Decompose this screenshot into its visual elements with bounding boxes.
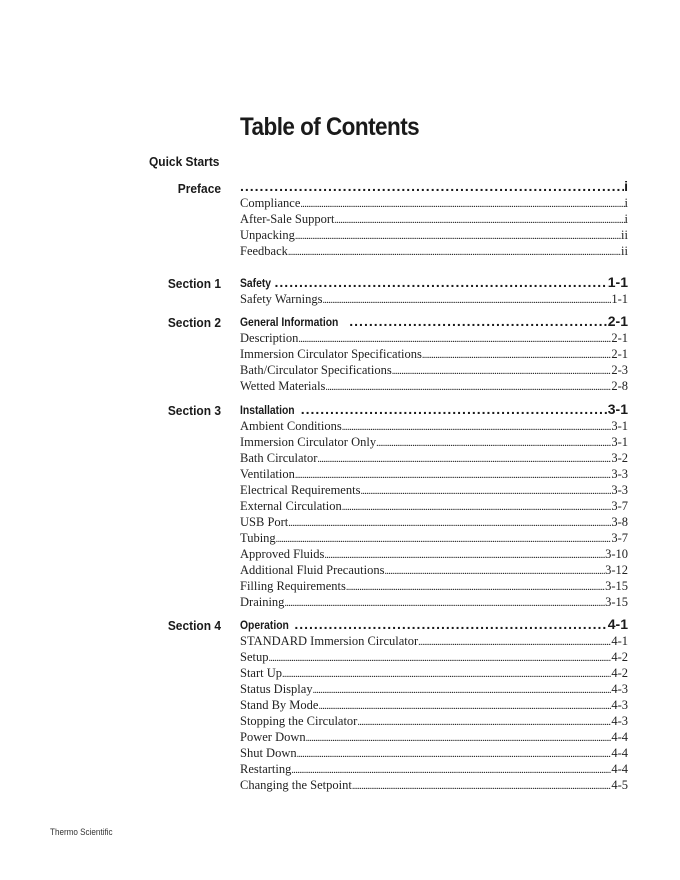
leader-dots: [284, 598, 605, 609]
leader-dots: [335, 215, 625, 226]
toc-heading-operation[interactable]: [240, 616, 628, 632]
toc-page: 2-1: [611, 347, 628, 361]
toc-section-title: Operation: [240, 620, 289, 632]
toc-page: 3-1: [607, 401, 628, 417]
toc-page: 2-8: [611, 379, 628, 393]
toc-page: 4-1: [611, 634, 628, 648]
leader-dots: [392, 366, 612, 377]
toc-page: 4-3: [611, 682, 628, 696]
toc-page: 4-5: [611, 778, 628, 792]
toc-entry-text: Wetted Materials: [240, 379, 326, 393]
leader-dots: [298, 334, 611, 345]
toc-entry[interactable]: [240, 451, 628, 466]
toc-page: 1-1: [607, 274, 628, 290]
toc-page: 3-10: [605, 547, 628, 561]
toc-entry[interactable]: [240, 634, 628, 649]
quick-starts-heading: Quick Starts: [149, 154, 220, 169]
leader-dots: [384, 566, 605, 577]
leader-dots: [288, 247, 621, 258]
toc-page: 4-4: [611, 746, 628, 760]
toc-page: 4-3: [611, 698, 628, 712]
toc-entry-text: Restarting: [240, 762, 292, 776]
toc-entry-text: Shut Down: [240, 746, 297, 760]
toc-page: 1-1: [611, 292, 628, 306]
leader-dots: [268, 653, 611, 664]
toc-entry[interactable]: [240, 419, 628, 434]
toc-page: 3-1: [611, 419, 628, 433]
leader-dots: [352, 781, 612, 792]
page-title: Table of Contents: [240, 113, 420, 141]
toc-entry-text: Stand By Mode: [240, 698, 319, 712]
toc-entry[interactable]: [240, 778, 628, 793]
toc-entry-text: Approved Fluids: [240, 547, 325, 561]
footer-brand: Thermo Scientific: [50, 827, 113, 837]
toc-page: 3-3: [611, 483, 628, 497]
toc-entry[interactable]: [240, 212, 628, 227]
toc-entry[interactable]: [240, 347, 628, 362]
leader-dots: [342, 422, 612, 433]
leader-dots: [275, 274, 608, 290]
toc-entry-text: Additional Fluid Precautions: [240, 563, 385, 577]
toc-page: ii: [621, 244, 628, 258]
leader-dots: [317, 454, 611, 465]
toc-page: 3-2: [611, 451, 628, 465]
toc-page: 2-3: [611, 363, 628, 377]
leader-dots: [349, 313, 607, 329]
leader-dots: [346, 582, 605, 593]
toc-entry-text: USB Port: [240, 515, 289, 529]
toc-entry-text: External Circulation: [240, 499, 342, 513]
toc-entry[interactable]: [240, 196, 628, 211]
toc-entry[interactable]: [240, 762, 628, 777]
section-label: Section 4: [167, 618, 221, 633]
toc-entry-text: Description: [240, 331, 299, 345]
leader-dots: [300, 199, 624, 210]
toc-entry[interactable]: [240, 682, 628, 697]
toc-entry-text: Setup: [240, 650, 269, 664]
toc-page: 3-7: [611, 531, 628, 545]
leader-dots: [342, 502, 612, 513]
toc-page: i: [624, 196, 628, 210]
toc-page: 4-3: [611, 714, 628, 728]
toc-section-title: General Information: [240, 317, 339, 329]
toc-heading-safety[interactable]: [240, 274, 628, 290]
leader-dots: [294, 616, 607, 632]
toc-entry-text: Electrical Requirements: [240, 483, 361, 497]
toc-entry-text: After-Sale Support: [240, 212, 335, 226]
leader-dots: [282, 669, 611, 680]
leader-dots: [376, 438, 611, 449]
toc-entry[interactable]: [240, 714, 628, 729]
toc-entry-text: Changing the Setpoint: [240, 778, 352, 792]
toc-entry-text: Immersion Circulator Only: [240, 435, 377, 449]
toc-page: 4-2: [611, 666, 628, 680]
toc-entry-text: Immersion Circulator Specifications: [240, 347, 422, 361]
toc-page: 4-4: [611, 762, 628, 776]
leader-dots: [297, 749, 612, 760]
toc-entry-text: STANDARD Immersion Circulator: [240, 634, 419, 648]
toc-section-title: Safety: [240, 278, 272, 290]
toc-entry-text: Ambient Conditions: [240, 419, 342, 433]
leader-dots: [276, 534, 612, 545]
leader-dots: [240, 178, 624, 194]
toc-entry[interactable]: [240, 228, 628, 243]
toc-entry[interactable]: [240, 244, 628, 259]
leader-dots: [295, 231, 621, 242]
toc-heading-installation[interactable]: [240, 401, 628, 417]
toc-entry[interactable]: [240, 547, 628, 562]
toc-entry[interactable]: [240, 746, 628, 761]
toc-entry[interactable]: [240, 483, 628, 498]
toc-entry-text: Compliance: [240, 196, 301, 210]
toc-entry[interactable]: [240, 379, 628, 394]
section-label: Section 3: [167, 403, 221, 418]
toc-entry-text: Filling Requirements: [240, 579, 346, 593]
toc-page: 4-2: [611, 650, 628, 664]
toc-entry[interactable]: [240, 531, 628, 546]
toc-page: 4-1: [607, 616, 628, 632]
leader-dots: [357, 717, 611, 728]
toc-entry-text: Bath/Circulator Specifications: [240, 363, 392, 377]
toc-entry[interactable]: [240, 698, 628, 713]
leader-dots: [288, 518, 611, 529]
toc-section-title: Installation: [240, 405, 295, 417]
toc-entry[interactable]: [240, 579, 628, 594]
leader-dots: [322, 295, 611, 306]
toc-page: 3-3: [611, 467, 628, 481]
toc-entry[interactable]: [240, 331, 628, 346]
leader-dots: [313, 685, 612, 696]
toc-page: 3-15: [605, 579, 628, 593]
toc-entry[interactable]: [240, 650, 628, 665]
toc-heading-general-information[interactable]: [240, 313, 628, 329]
leader-dots: [422, 350, 611, 361]
toc-entry[interactable]: [240, 666, 628, 681]
toc-entry[interactable]: [240, 363, 628, 378]
toc-entry[interactable]: [240, 730, 628, 745]
leader-dots: [295, 470, 611, 481]
toc-page: ii: [621, 228, 628, 242]
toc-entry-text: Stopping the Circulator: [240, 714, 358, 728]
leader-dots: [306, 733, 612, 744]
toc-entry[interactable]: [240, 563, 628, 578]
toc-entry[interactable]: [240, 515, 628, 530]
leader-dots: [418, 637, 611, 648]
toc-entry-text: Safety Warnings: [240, 292, 323, 306]
leader-dots: [301, 401, 608, 417]
toc-page: 3-8: [611, 515, 628, 529]
toc-entry[interactable]: [240, 595, 628, 610]
toc-entry-text: Ventilation: [240, 467, 295, 481]
preface-label: Preface: [177, 181, 221, 196]
toc-page: 3-1: [611, 435, 628, 449]
toc-page: 3-15: [605, 595, 628, 609]
toc-entry-text: Power Down: [240, 730, 306, 744]
toc-page: 3-12: [605, 563, 628, 577]
leader-dots: [360, 486, 611, 497]
toc-page: 2-1: [607, 313, 628, 329]
toc-entry[interactable]: [240, 435, 628, 450]
toc-entry-text: Bath Circulator: [240, 451, 318, 465]
toc-page: i: [624, 178, 628, 194]
toc-page: i: [624, 212, 628, 226]
section-label: Section 1: [167, 276, 221, 291]
toc-entry[interactable]: [240, 467, 628, 482]
section-label: Section 2: [167, 315, 221, 330]
toc-entry-text: Status Display: [240, 682, 313, 696]
toc-entry-text: Feedback: [240, 244, 288, 258]
toc-page: 3-7: [611, 499, 628, 513]
leader-dots: [291, 765, 611, 776]
leader-dots: [318, 701, 611, 712]
toc-entry-text: Unpacking: [240, 228, 295, 242]
toc-entry-text: Tubing: [240, 531, 276, 545]
leader-dots: [324, 550, 605, 561]
leader-dots: [325, 382, 611, 393]
toc-entry-text: Draining: [240, 595, 285, 609]
toc-page: 4-4: [611, 730, 628, 744]
toc-heading-preface[interactable]: [240, 178, 628, 194]
toc-entry[interactable]: [240, 499, 628, 514]
toc-page: 2-1: [611, 331, 628, 345]
toc-entry[interactable]: [240, 292, 628, 307]
toc-entry-text: Start Up: [240, 666, 283, 680]
